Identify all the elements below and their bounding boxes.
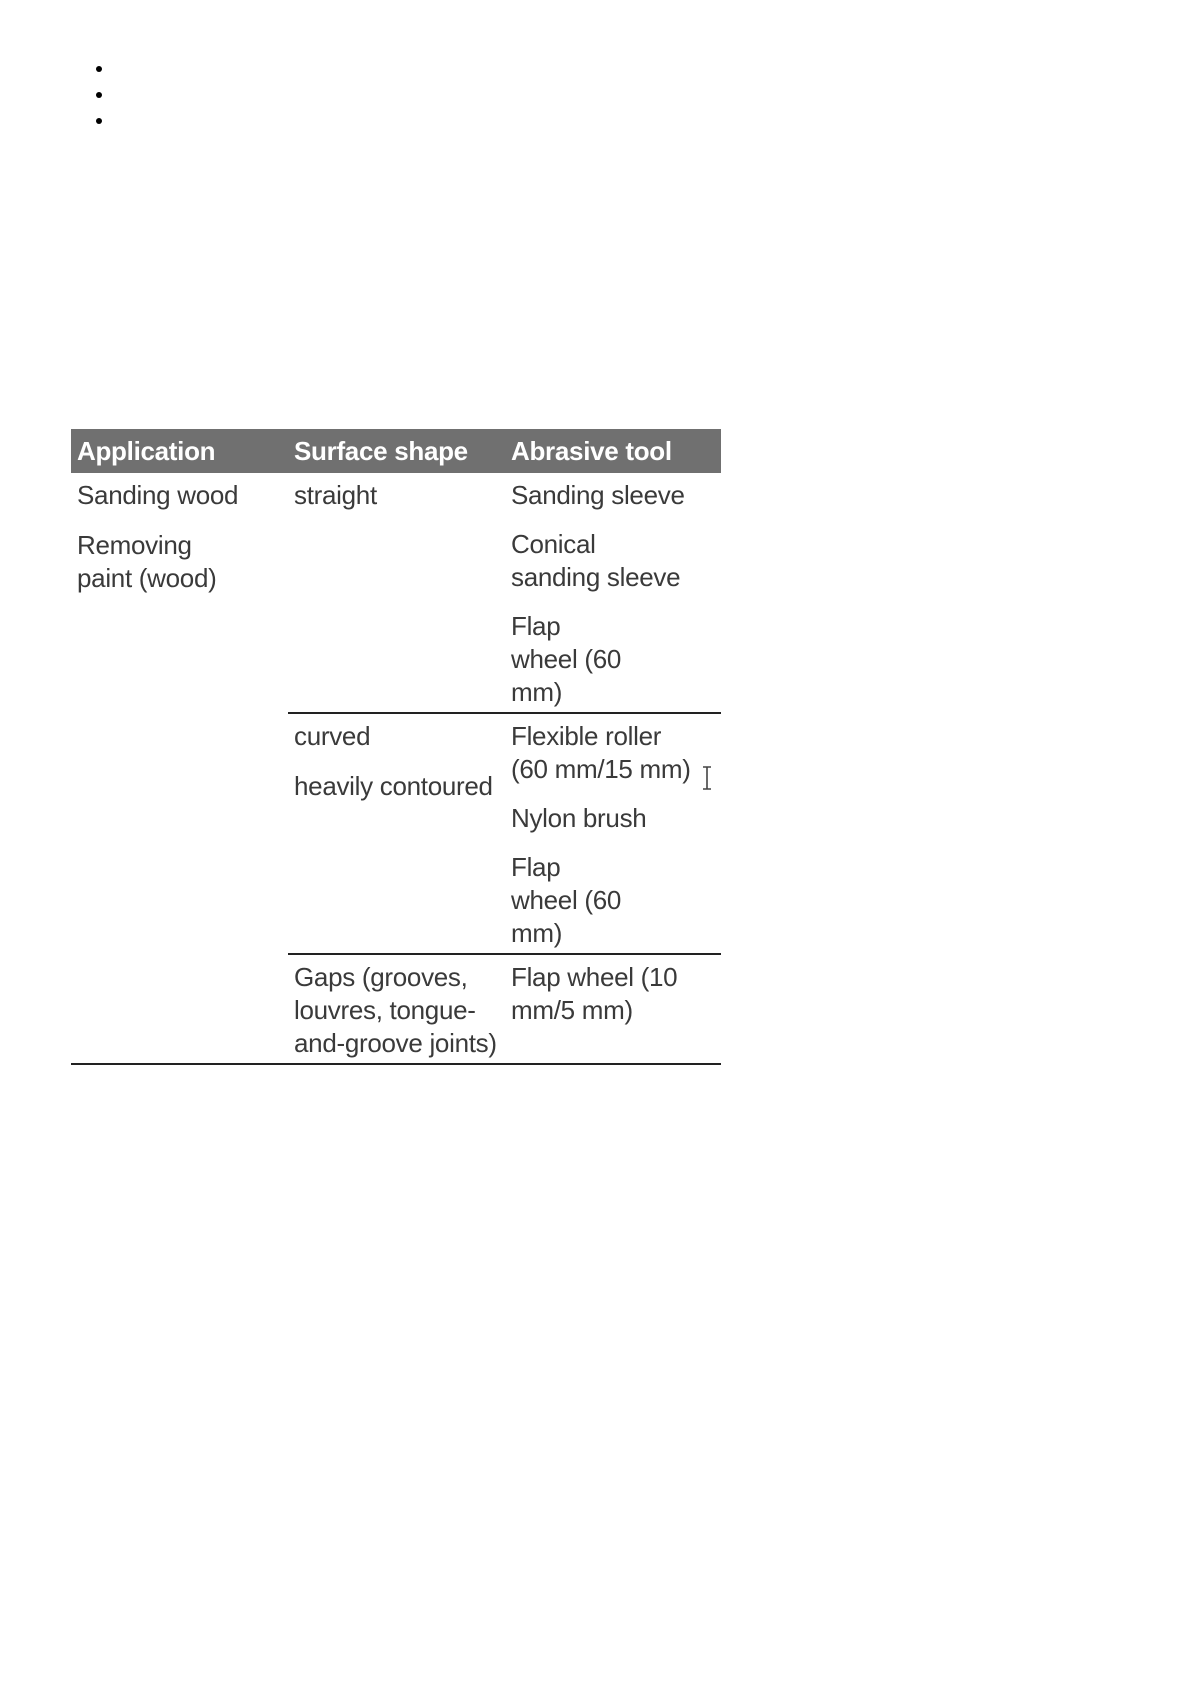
surface-shape-item: Gaps (grooves, louvres, tongue-and-groove joints) — [294, 962, 497, 1058]
abrasive-tool-table — [71, 429, 721, 1065]
text-cursor-icon — [700, 766, 714, 790]
application-item: Removing paint (wood) — [77, 530, 217, 593]
application-cell — [71, 473, 288, 1063]
abrasive-tool-item: Flap wheel (60 mm) — [511, 611, 622, 707]
abrasive-tool-item: Flap wheel (60 mm) — [511, 852, 622, 948]
surface-shape-cell — [288, 473, 505, 712]
abrasive-tool-item: Flap wheel (10 mm/5 mm) — [511, 962, 678, 1025]
table-row-group — [288, 955, 721, 1063]
surface-shape-item: heavily contoured — [294, 771, 493, 801]
application-item: Sanding wood — [77, 480, 239, 510]
abrasive-tool-item: Flexible roller (60 mm/15 mm) — [511, 721, 691, 784]
table-body — [71, 473, 721, 1065]
table-row-group — [288, 473, 721, 714]
surface-shape-cell — [288, 955, 505, 1063]
header-surface-shape: Surface shape — [294, 435, 468, 466]
header-application: Application — [77, 435, 216, 466]
table-row-group — [288, 714, 721, 955]
abrasive-tool-item: Sanding sleeve — [511, 480, 685, 510]
abrasive-tool-cell — [505, 955, 721, 1063]
surface-shape-cell — [288, 714, 505, 953]
surface-shape-item: curved — [294, 721, 371, 751]
shape-tool-groups — [288, 473, 721, 1063]
surface-shape-item: straight — [294, 480, 377, 510]
abrasive-tool-item: Nylon brush — [511, 803, 647, 833]
table-header — [71, 429, 721, 473]
abrasive-tool-cell — [505, 473, 721, 712]
header-abrasive-tool: Abrasive tool — [511, 435, 672, 466]
abrasive-tool-cell — [505, 714, 721, 953]
abrasive-tool-item: Conical sanding sleeve — [511, 529, 681, 592]
